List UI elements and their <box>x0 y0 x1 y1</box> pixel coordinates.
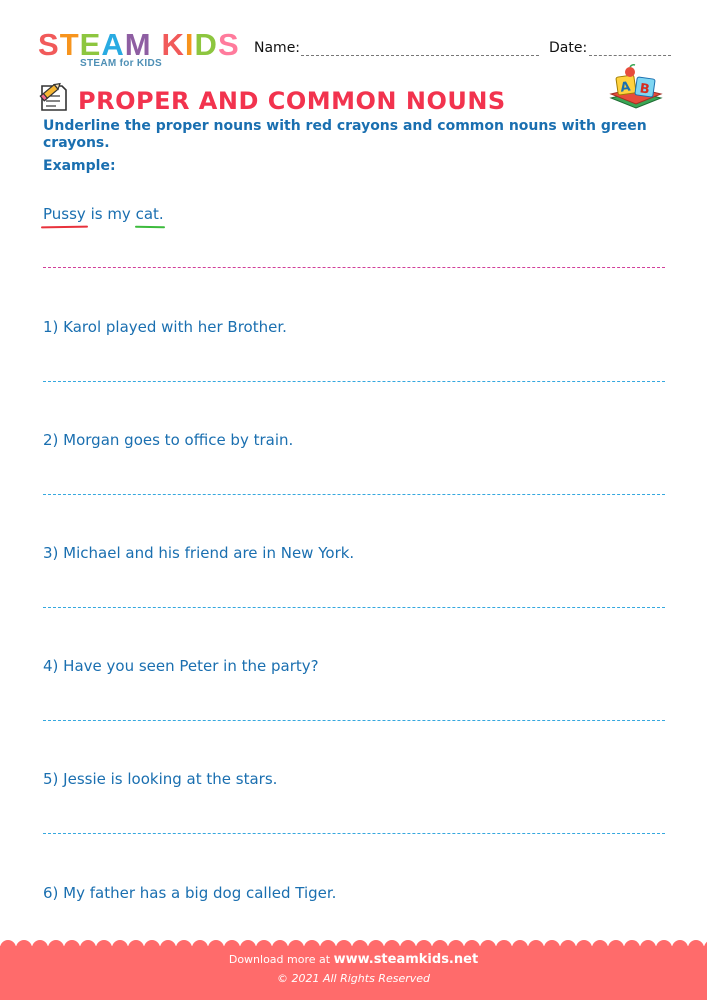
logo-letter: S <box>38 27 60 62</box>
proper-noun-example: Pussy <box>43 205 86 223</box>
example-divider <box>43 267 665 268</box>
instructions: Underline the proper nouns with red crayons and common nouns with green crayons. <box>43 118 647 151</box>
example-label: Example: <box>43 158 116 174</box>
footer-download <box>0 952 707 967</box>
answer-line-1[interactable] <box>43 381 665 382</box>
logo-letter: A <box>101 27 125 62</box>
logo-tagline: STEAM for KIDS <box>80 58 162 69</box>
svg-text:B: B <box>638 81 651 98</box>
answer-line-5[interactable] <box>43 833 665 834</box>
abc-book-icon <box>607 64 665 114</box>
worksheet-title: PROPER AND COMMON NOUNS <box>78 87 506 115</box>
logo <box>38 29 240 60</box>
svg-text:A: A <box>619 79 632 96</box>
name-label: Name: <box>254 40 301 56</box>
answer-line-3[interactable] <box>43 607 665 608</box>
sentence-5: 5) Jessie is looking at the stars. <box>43 770 278 788</box>
footer-site-link[interactable]: www.steamkids.net <box>333 952 479 967</box>
answer-line-2[interactable] <box>43 494 665 495</box>
footer-download-prefix: Download more at <box>228 953 334 966</box>
logo-letter: T <box>59 27 80 62</box>
example-sentence <box>43 205 164 223</box>
sentence-2: 2) Morgan goes to office by train. <box>43 431 294 449</box>
date-line[interactable] <box>589 55 671 56</box>
footer-copyright: © 2021 All Rights Reserved <box>276 972 430 985</box>
logo-letter: I <box>184 27 195 62</box>
common-noun-example: cat. <box>135 205 164 223</box>
logo-letter: M <box>124 27 152 62</box>
date-label: Date: <box>549 40 588 56</box>
sentence-4: 4) Have you seen Peter in the party? <box>43 657 319 675</box>
logo-letter: K <box>161 27 185 62</box>
answer-line-4[interactable] <box>43 720 665 721</box>
logo-letter: S <box>217 27 240 62</box>
pencil-paper-icon <box>36 82 72 114</box>
logo-letter: D <box>194 27 218 62</box>
example-middle: is my <box>85 205 136 223</box>
logo-letter: E <box>79 27 102 62</box>
sentence-1: 1) Karol played with her Brother. <box>43 318 287 336</box>
sentence-6: 6) My father has a big dog called Tiger. <box>43 884 337 902</box>
sentence-3: 3) Michael and his friend are in New York. <box>43 544 355 562</box>
name-line[interactable] <box>301 55 539 56</box>
